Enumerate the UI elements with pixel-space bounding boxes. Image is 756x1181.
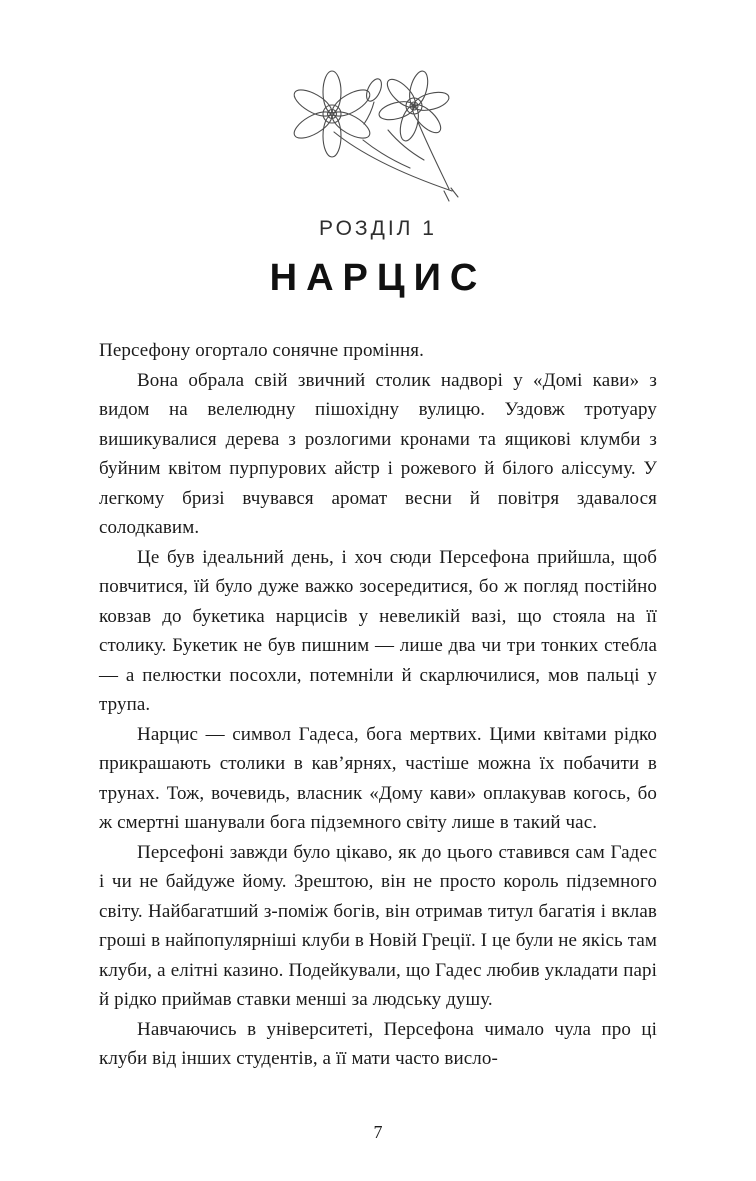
paragraph: Персефоні завжди було цікаво, як до цього ставився сам Гадес і чи не байдуже йому. Зрештою, він не просто король підземного світу. Найбагатший з-поміж богів, він отримав титул багатія і вклав гроші в найпопулярніші клуби в Новій Греції. І це були не якісь там клуби, а елітні казино. Подейкували, що Гадес любив укладати парі й рідко приймав ставки менші за людську душу. — [99, 841, 657, 1010]
chapter-title: НАРЦИС — [269, 257, 487, 299]
paragraph: Це був ідеальний день, і хоч сюди Персефона прийшла, щоб повчитися, їй було дуже важко зосередитися, бо ж погляд постійно ковзав до букетика нарцисів у невеликій вазі, що стояла на її столику. Букетик не був пишним — лише два чи три тонких стебла — а пелюстки посохли, потемніли й скарлючилися, мов пальці у трупа. — [99, 546, 657, 715]
chapter-illustration — [0, 60, 756, 207]
narcissus-illustration-icon — [268, 60, 488, 202]
chapter-label: РОЗДІЛ 1 — [319, 217, 437, 240]
paragraph: Вона обрала свій звичний столик надворі у «Домі кави» з видом на велелюдну пішохідну вулицю. Уздовж тротуару вишикувалися дерева з розлогими кронами та ящикові клумби з буйним квітом пурпурових айстр і рожевого й білого аліссуму. У легкому бризі вчувався аромат весни й повітря здавалося солодкавим. — [99, 369, 657, 538]
paragraph: Персефону огортало сонячне проміння. — [99, 340, 424, 361]
page-number: 7 — [373, 1122, 383, 1142]
paragraph: Нарцис — символ Гадеса, бога мертвих. Цими квітами рідко прикрашають столики в кав’ярнях, частіше можна їх побачити в трунах. Тож, вочевидь, власник «Дому кави» оплакував когось, бо ж смертні шанували бога підземного світу лише в такий час. — [99, 723, 657, 833]
body-text — [0, 336, 756, 1074]
paragraph: Навчаючись в університеті, Персефона чимало чула про ці клуби від інших студентів, а її мати часто висло- — [99, 1018, 657, 1069]
